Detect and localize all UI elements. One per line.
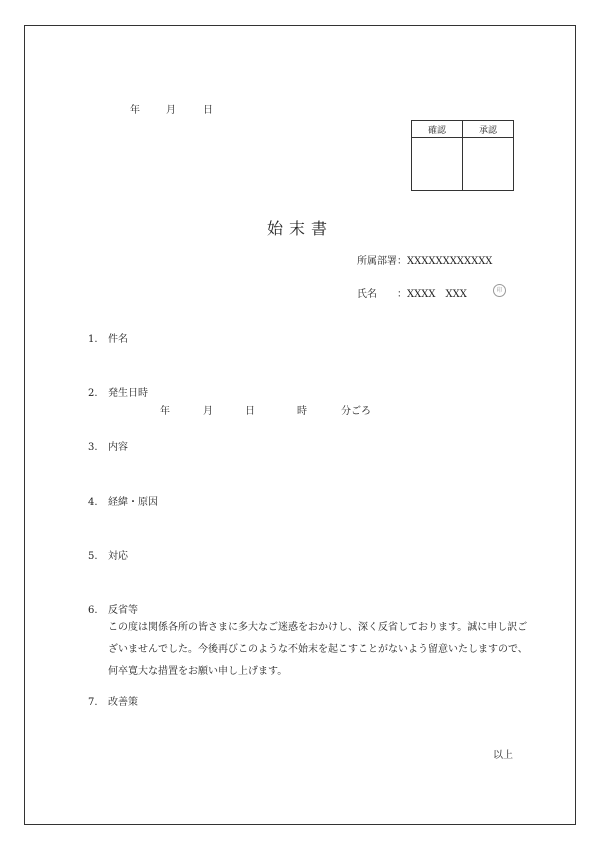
item-number: 1.	[88, 334, 98, 345]
item-background-cause	[88, 493, 158, 508]
item-label: 件名	[108, 334, 128, 345]
approval-stamp-table	[411, 120, 514, 191]
item-number: 2.	[88, 388, 98, 399]
name-value: ：XXXX XXX	[397, 289, 467, 300]
item-number: 3.	[88, 442, 98, 453]
date-month-label: 月	[166, 105, 176, 116]
item-response	[88, 547, 128, 562]
item-number: 7.	[88, 697, 98, 708]
item-label: 内容	[108, 442, 128, 453]
name-label: 氏名	[357, 289, 377, 300]
occurrence-year-label: 年	[160, 406, 170, 417]
approve-stamp-box	[463, 138, 514, 191]
occurrence-minute-label: 分ごろ	[341, 406, 371, 417]
confirm-header: 確認	[412, 121, 463, 138]
confirm-stamp-box	[412, 138, 463, 191]
document-title: 始末書	[266, 219, 333, 238]
item-label: 反省等	[108, 605, 138, 616]
item-label: 改善策	[108, 697, 138, 708]
occurrence-day-label: 日	[245, 406, 255, 417]
seal-mark: 印	[493, 284, 506, 297]
department-label: 所属部署：	[357, 256, 407, 267]
item-reflection	[88, 601, 138, 616]
item-label: 対応	[108, 551, 128, 562]
department-value: XXXXXXXXXXXX	[407, 256, 493, 267]
item-label: 発生日時	[108, 388, 148, 399]
department-line	[357, 252, 492, 267]
approve-header: 承認	[463, 121, 514, 138]
item-number: 4.	[88, 497, 98, 508]
date-day-label: 日	[203, 105, 213, 116]
apology-paragraph: この度は関係各所の皆さまに多大なご迷惑をおかけし、深く反省しております。誠に申し訳ございませんでした。今後再びこのような不始末を起こすことがないよう留意いたしますので、何卒寛大な措置をお願い申し上げます。	[108, 622, 528, 677]
item-improvement-measures	[88, 693, 138, 708]
date-year-label: 年	[130, 105, 140, 116]
item-number: 5.	[88, 551, 98, 562]
closing-mark: 以上	[493, 750, 513, 761]
occurrence-month-label: 月	[203, 406, 213, 417]
item-occurrence-datetime	[88, 384, 148, 399]
item-number: 6.	[88, 605, 98, 616]
item-subject	[88, 330, 128, 345]
occurrence-hour-label: 時	[297, 406, 307, 417]
item-label: 経緯・原因	[108, 497, 158, 508]
item-content	[88, 438, 128, 453]
